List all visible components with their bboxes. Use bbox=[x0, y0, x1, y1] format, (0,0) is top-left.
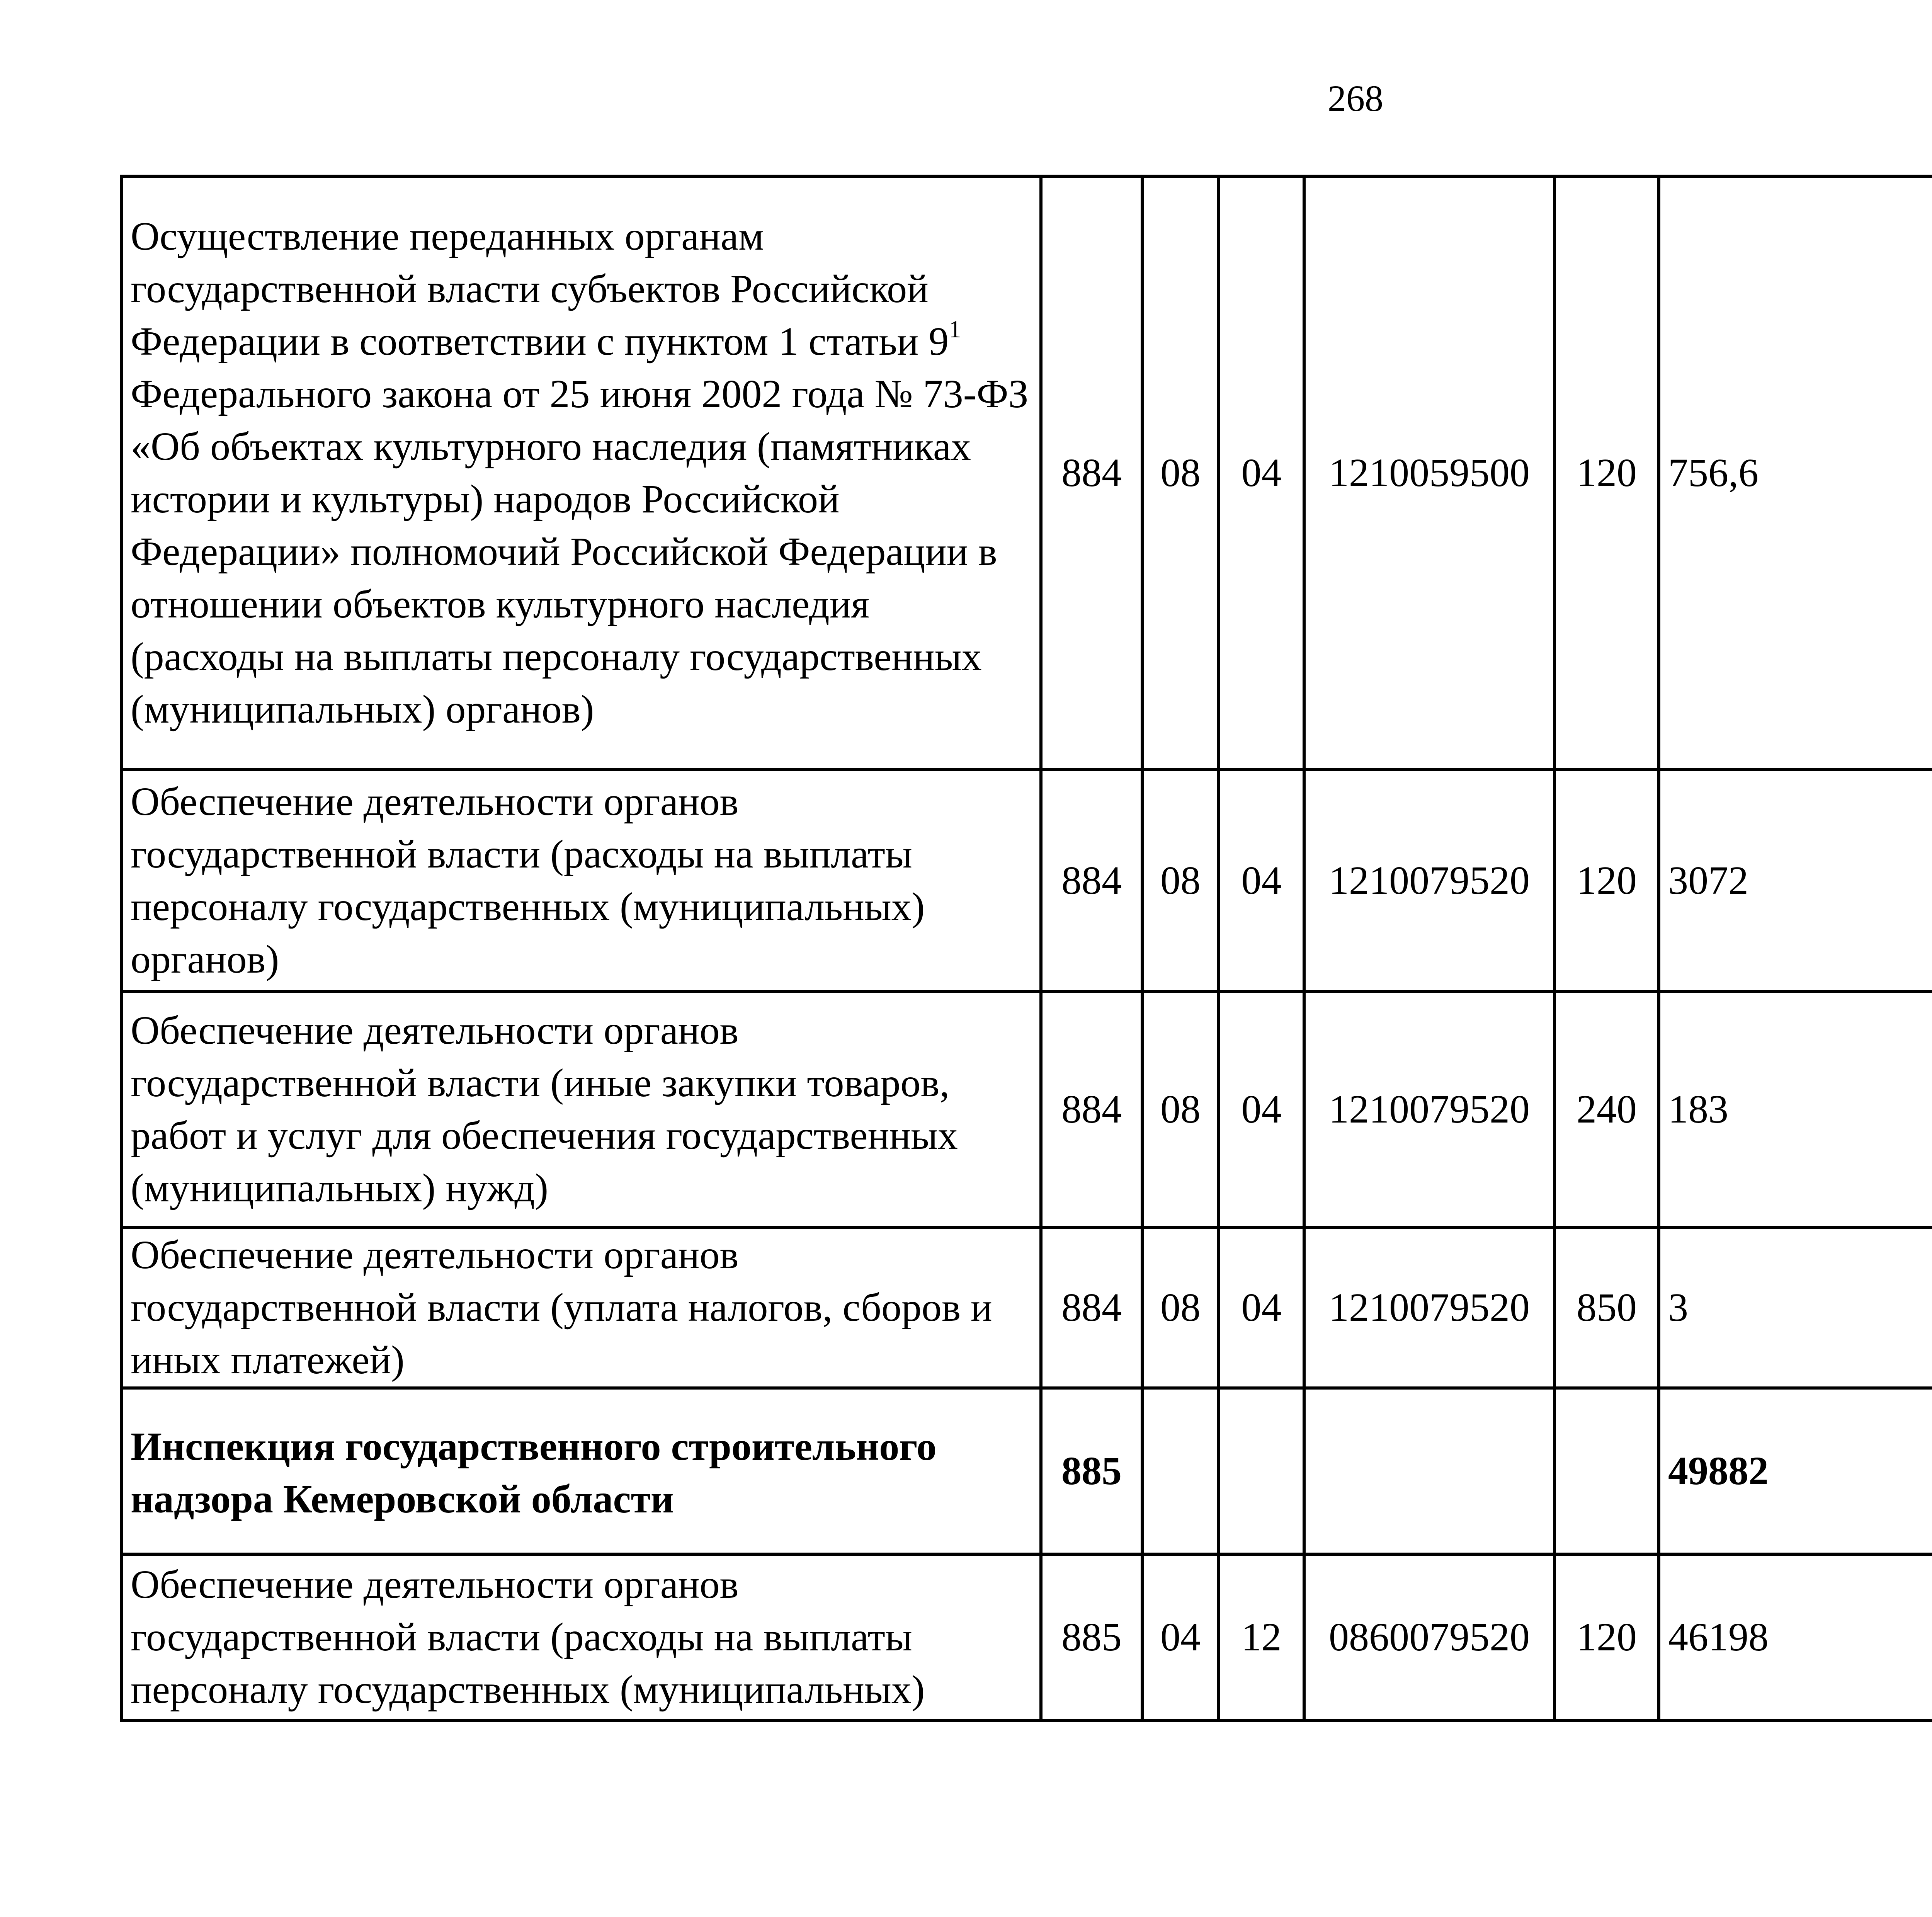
target-article-code: 1210079520 bbox=[1304, 1227, 1554, 1388]
expense-type-code: 120 bbox=[1554, 1554, 1659, 1720]
target-article-code: 0860079520 bbox=[1304, 1554, 1554, 1720]
table-row bbox=[121, 769, 1932, 992]
page-number: 268 bbox=[1328, 78, 1383, 119]
expense-type-code bbox=[1554, 1388, 1659, 1554]
table-row bbox=[121, 1227, 1932, 1388]
amount-year-1: 3072 bbox=[1659, 769, 1932, 992]
ministry-code: 884 bbox=[1041, 1227, 1142, 1388]
subsection-code: 04 bbox=[1219, 769, 1304, 992]
target-article-code: 1210079520 bbox=[1304, 769, 1554, 992]
section-code: 08 bbox=[1142, 769, 1219, 992]
row-description: Обеспечение деятельности органов государственной власти (уплата налогов, сборов и иных платежей) bbox=[121, 1227, 1041, 1388]
amount-year-1: 183 bbox=[1659, 992, 1932, 1227]
subsection-code: 12 bbox=[1219, 1554, 1304, 1720]
ministry-code: 885 bbox=[1041, 1388, 1142, 1554]
budget-table bbox=[120, 175, 1932, 1722]
row-description: Обеспечение деятельности органов государственной власти (расходы на выплаты персоналу государственных (муниципальных) органов) bbox=[121, 769, 1041, 992]
subsection-code: 04 bbox=[1219, 1227, 1304, 1388]
ministry-code: 884 bbox=[1041, 176, 1142, 769]
expense-type-code: 120 bbox=[1554, 769, 1659, 992]
amount-year-1: 756,6 bbox=[1659, 176, 1932, 769]
subsection-code: 04 bbox=[1219, 992, 1304, 1227]
target-article-code bbox=[1304, 1388, 1554, 1554]
ministry-code: 884 bbox=[1041, 992, 1142, 1227]
table-row bbox=[121, 176, 1932, 769]
section-code: 08 bbox=[1142, 1227, 1219, 1388]
target-article-code: 1210079520 bbox=[1304, 992, 1554, 1227]
table-row bbox=[121, 1388, 1932, 1554]
table-row bbox=[121, 992, 1932, 1227]
expense-type-code: 120 bbox=[1554, 176, 1659, 769]
row-description: Обеспечение деятельности органов государственной власти (иные закупки товаров, работ и услуг для обеспечения государственных (муниципальных) нужд) bbox=[121, 992, 1041, 1227]
section-code: 04 bbox=[1142, 1554, 1219, 1720]
row-description: Инспекция государственного строительного надзора Кемеровской области bbox=[121, 1388, 1041, 1554]
section-code bbox=[1142, 1388, 1219, 1554]
expense-type-code: 850 bbox=[1554, 1227, 1659, 1388]
row-description: Обеспечение деятельности органов государственной власти (расходы на выплаты персоналу государственных (муниципальных) bbox=[121, 1554, 1041, 1720]
subsection-code bbox=[1219, 1388, 1304, 1554]
section-code: 08 bbox=[1142, 176, 1219, 769]
expense-type-code: 240 bbox=[1554, 992, 1659, 1227]
amount-year-1: 49882 bbox=[1659, 1388, 1932, 1554]
amount-year-1: 3 bbox=[1659, 1227, 1932, 1388]
amount-year-1: 46198 bbox=[1659, 1554, 1932, 1720]
ministry-code: 885 bbox=[1041, 1554, 1142, 1720]
table-row bbox=[121, 1554, 1932, 1720]
ministry-code: 884 bbox=[1041, 769, 1142, 992]
row-description: Осуществление переданных органам государственной власти субъектов Российской Федерации в соответствии с пунктом 1 статьи $9^1$ Федерального закона от 25 июня 2002 года № 73-ФЗ «Об объектах культурного наследия (памятниках истории и культуры) народов Российской Федерации» полномочий Российской Федерации в отношении объектов культурного наследия (расходы на выплаты персоналу государственных (муниципальных) органов) bbox=[121, 176, 1041, 769]
superscript: 1 bbox=[949, 315, 961, 343]
section-code: 08 bbox=[1142, 992, 1219, 1227]
subsection-code: 04 bbox=[1219, 176, 1304, 769]
target-article-code: 1210059500 bbox=[1304, 176, 1554, 769]
